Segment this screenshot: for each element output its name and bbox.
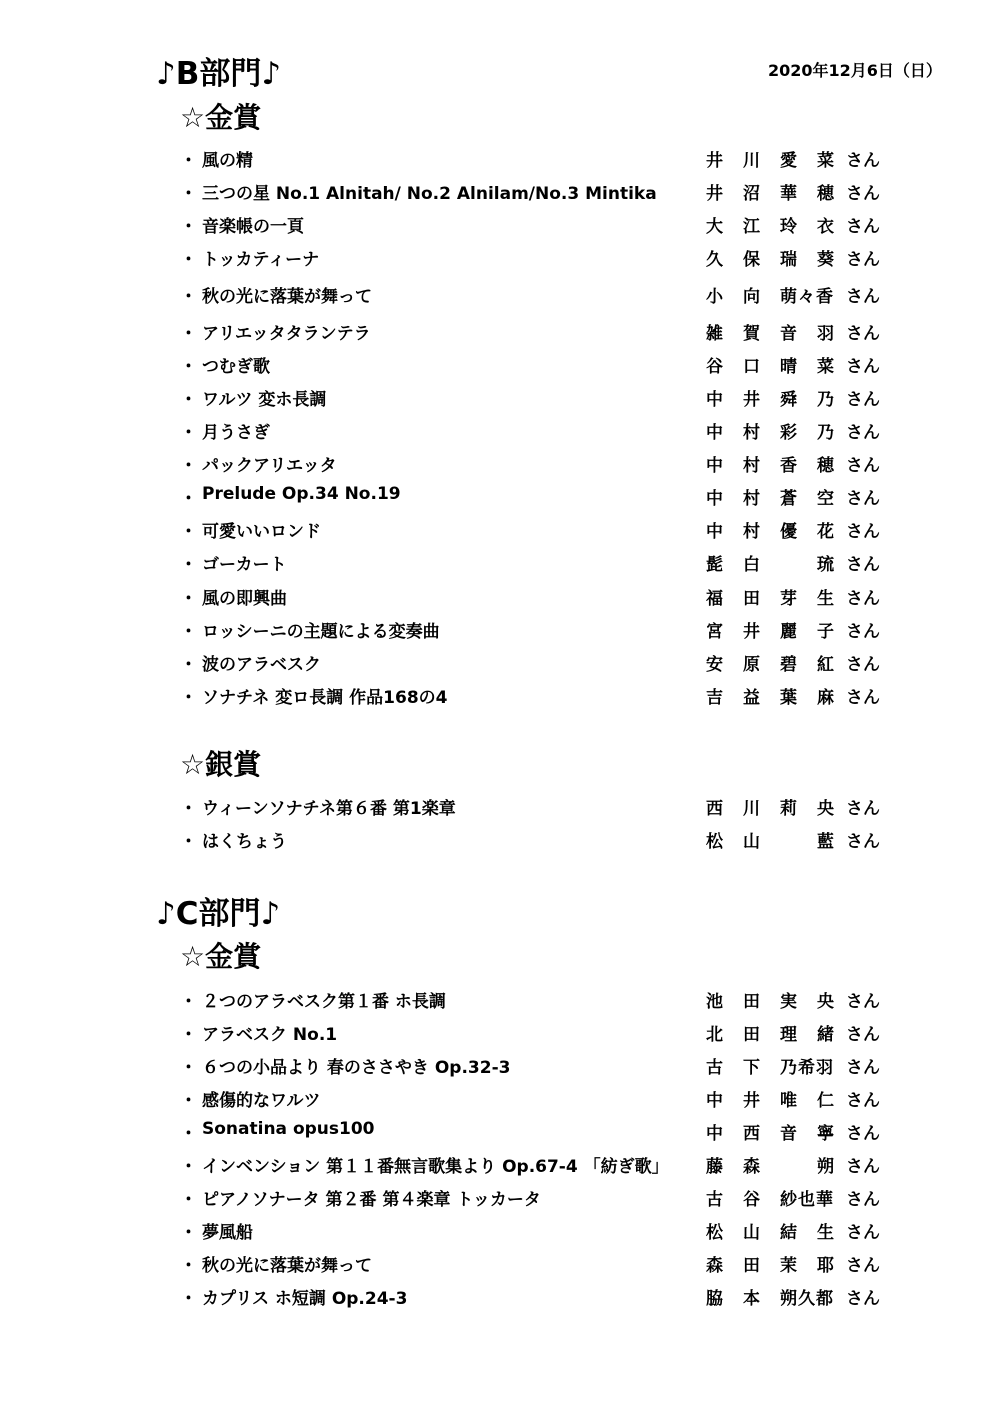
name-char: 萌々香 xyxy=(780,287,834,307)
name-char: 本 xyxy=(743,1289,760,1309)
piece-title: 月うさぎ xyxy=(202,423,270,443)
bullet-mark: ・ xyxy=(180,324,197,344)
honorific: さん xyxy=(846,1157,880,1177)
name-char: 田 xyxy=(743,589,760,609)
name-char: 古 xyxy=(706,1058,723,1078)
piece-title: 波のアラベスク xyxy=(202,655,321,675)
piece-title: 感傷的なワルツ xyxy=(202,1091,321,1111)
bullet-mark: ・ xyxy=(180,1289,197,1309)
bullet-mark: ・ xyxy=(180,688,197,708)
list-item xyxy=(180,617,900,643)
name-char: 茉 xyxy=(780,1256,797,1276)
name-char: 彩 xyxy=(780,423,797,443)
name-char: 中 xyxy=(706,1124,723,1144)
name-char: 藤 xyxy=(706,1157,723,1177)
honorific: さん xyxy=(846,1289,880,1309)
name-char: 莉 xyxy=(780,799,797,819)
name-char: 蒼 xyxy=(780,489,797,509)
name-char: 中 xyxy=(706,456,723,476)
name-char: 琉 xyxy=(817,555,834,575)
piece-title: ゴーカート xyxy=(202,555,287,575)
piece-title: ワルツ 変ホ長調 xyxy=(202,390,327,410)
name-char: 大 xyxy=(706,217,723,237)
list-item xyxy=(180,827,900,853)
list-item xyxy=(180,1086,900,1112)
name-char: 川 xyxy=(743,151,760,171)
name-char: 華 xyxy=(780,184,797,204)
name-char: 古 xyxy=(706,1190,723,1210)
honorific: さん xyxy=(846,992,880,1012)
bullet-mark: ・ xyxy=(180,655,197,675)
name-char: 藍 xyxy=(817,832,834,852)
name-char: 中 xyxy=(706,522,723,542)
award-heading: ☆金賞 xyxy=(180,940,262,973)
bullet-mark: ・ xyxy=(180,151,197,171)
name-char: 仁 xyxy=(817,1091,834,1111)
name-char: 理 xyxy=(780,1025,797,1045)
name-char: 賀 xyxy=(743,324,760,344)
list-item xyxy=(180,385,900,411)
honorific: さん xyxy=(846,522,880,542)
name-char: 谷 xyxy=(743,1190,760,1210)
name-char: 沼 xyxy=(743,184,760,204)
list-item xyxy=(180,683,900,709)
name-char: 空 xyxy=(817,489,834,509)
name-char: 中 xyxy=(706,1091,723,1111)
piece-title: アラベスク No.1 xyxy=(202,1025,338,1045)
name-char: 江 xyxy=(743,217,760,237)
list-item xyxy=(180,484,900,510)
piece-title: カプリス ホ短調 Op.24-3 xyxy=(202,1289,408,1309)
bullet-mark: ・ xyxy=(180,456,197,476)
honorific: さん xyxy=(846,1256,880,1276)
honorific: さん xyxy=(846,489,880,509)
honorific: さん xyxy=(846,655,880,675)
name-char: 川 xyxy=(743,799,760,819)
honorific: さん xyxy=(846,1058,880,1078)
piece-title: ロッシーニの主題による変奏曲 xyxy=(202,622,440,642)
name-char: 田 xyxy=(743,1256,760,1276)
honorific: さん xyxy=(846,555,880,575)
bullet-mark: ・ xyxy=(180,357,197,377)
name-char: 池 xyxy=(706,992,723,1012)
list-item xyxy=(180,794,900,820)
name-char: 麗 xyxy=(780,622,797,642)
name-char: 芽 xyxy=(780,589,797,609)
honorific: さん xyxy=(846,1025,880,1045)
bullet-mark: ・ xyxy=(180,832,197,852)
piece-title: パックアリエッタ xyxy=(202,456,337,476)
name-char: 田 xyxy=(743,1025,760,1045)
name-char: 優 xyxy=(780,522,797,542)
name-char: 中 xyxy=(706,423,723,443)
name-char: 井 xyxy=(743,622,760,642)
name-char: 下 xyxy=(743,1058,760,1078)
list-item xyxy=(180,1284,900,1310)
honorific: さん xyxy=(846,287,880,307)
bullet-mark: ・ xyxy=(180,1091,197,1111)
bullet-mark: ・ xyxy=(180,799,197,819)
name-char: 衣 xyxy=(817,217,834,237)
list-item xyxy=(180,245,900,271)
list-item xyxy=(180,146,900,172)
name-char: 森 xyxy=(743,1157,760,1177)
name-char: 朔 xyxy=(817,1157,834,1177)
name-char: 谷 xyxy=(706,357,723,377)
name-char: 福 xyxy=(706,589,723,609)
piece-title: ソナチネ 変ロ長調 作品168の4 xyxy=(202,688,448,708)
honorific: さん xyxy=(846,250,880,270)
bullet-mark: ・ xyxy=(180,423,197,443)
name-char: 向 xyxy=(743,287,760,307)
honorific: さん xyxy=(846,688,880,708)
name-char: 宮 xyxy=(706,622,723,642)
piece-title: 秋の光に落葉が舞って xyxy=(202,1256,372,1276)
name-char: 脇 xyxy=(706,1289,723,1309)
bullet-mark: ・ xyxy=(180,184,197,204)
name-char: 菜 xyxy=(817,357,834,377)
honorific: さん xyxy=(846,390,880,410)
name-char: 音 xyxy=(780,1124,797,1144)
name-char: 原 xyxy=(743,655,760,675)
bullet-mark: ・ xyxy=(180,622,197,642)
honorific: さん xyxy=(846,151,880,171)
piece-title: トッカティーナ xyxy=(202,250,320,270)
name-char: 乃 xyxy=(817,423,834,443)
name-char: 穂 xyxy=(817,456,834,476)
name-char: 生 xyxy=(817,1223,834,1243)
name-char: 玲 xyxy=(780,217,797,237)
bullet-mark: ・ xyxy=(180,555,197,575)
bullet-mark: ・ xyxy=(180,589,197,609)
name-char: 碧 xyxy=(780,655,797,675)
name-char: 乃 xyxy=(817,390,834,410)
piece-title: 風の精 xyxy=(202,151,253,171)
list-item xyxy=(180,451,900,477)
name-char: 松 xyxy=(706,1223,723,1243)
bullet-mark: ・ xyxy=(180,1223,197,1243)
award-heading: ☆金賞 xyxy=(180,101,262,134)
name-char: 安 xyxy=(706,655,723,675)
division-title: ♪C部門♪ xyxy=(156,896,281,932)
honorific: さん xyxy=(846,1124,880,1144)
name-char: 髭 xyxy=(706,555,723,575)
name-char: 口 xyxy=(743,357,760,377)
list-item xyxy=(180,179,900,205)
name-char: 雑 xyxy=(706,324,723,344)
honorific: さん xyxy=(846,799,880,819)
name-char: 村 xyxy=(743,522,760,542)
list-item xyxy=(180,517,900,543)
name-char: 紅 xyxy=(817,655,834,675)
name-char: 麻 xyxy=(817,688,834,708)
piece-title: 秋の光に落葉が舞って xyxy=(202,287,372,307)
honorific: さん xyxy=(846,357,880,377)
name-char: 森 xyxy=(706,1256,723,1276)
name-char: 井 xyxy=(743,1091,760,1111)
name-char: 小 xyxy=(706,287,723,307)
name-char: 益 xyxy=(743,688,760,708)
list-item xyxy=(180,1152,900,1178)
name-char: 松 xyxy=(706,832,723,852)
name-char: 村 xyxy=(743,456,760,476)
list-item xyxy=(180,212,900,238)
list-item xyxy=(180,650,900,676)
name-char: 愛 xyxy=(780,151,797,171)
honorific: さん xyxy=(846,1091,880,1111)
list-item xyxy=(180,1119,900,1145)
piece-title: ６つの小品より 春のささやき Op.32-3 xyxy=(202,1058,511,1078)
name-char: 井 xyxy=(706,184,723,204)
bullet-mark: ・ xyxy=(180,1025,197,1045)
list-item xyxy=(180,550,900,576)
name-char: 山 xyxy=(743,1223,760,1243)
name-char: 香 xyxy=(780,456,797,476)
name-char: 生 xyxy=(817,589,834,609)
piece-title: 三つの星 No.1 Alnitah/ No.2 Alnilam/No.3 Mintika xyxy=(202,184,657,204)
name-char: 晴 xyxy=(780,357,797,377)
name-char: 寧 xyxy=(817,1124,834,1144)
bullet-mark: ・ xyxy=(180,522,197,542)
piece-title: ウィーンソナチネ第６番 第1楽章 xyxy=(202,799,456,819)
name-char: 葵 xyxy=(817,250,834,270)
event-date: 2020年12月6日（日） xyxy=(768,61,942,80)
honorific: さん xyxy=(846,423,880,443)
honorific: さん xyxy=(846,324,880,344)
list-item xyxy=(180,1251,900,1277)
name-char: 田 xyxy=(743,992,760,1012)
name-char: 村 xyxy=(743,489,760,509)
name-char: 央 xyxy=(817,799,834,819)
name-char: 西 xyxy=(743,1124,760,1144)
name-char: 山 xyxy=(743,832,760,852)
name-char: 村 xyxy=(743,423,760,443)
award-heading: ☆銀賞 xyxy=(180,748,262,781)
name-char: 緒 xyxy=(817,1025,834,1045)
name-char: 久 xyxy=(706,250,723,270)
name-char: 北 xyxy=(706,1025,723,1045)
list-item xyxy=(180,1218,900,1244)
bullet-mark: ・ xyxy=(180,992,197,1012)
name-char: 瑞 xyxy=(780,250,797,270)
name-char: 舜 xyxy=(780,390,797,410)
name-char: 西 xyxy=(706,799,723,819)
list-item xyxy=(180,418,900,444)
name-char: 花 xyxy=(817,522,834,542)
name-char: 井 xyxy=(706,151,723,171)
bullet-mark: ・ xyxy=(180,1157,197,1177)
list-item xyxy=(180,987,900,1013)
division-title: ♪B部門♪ xyxy=(156,56,282,92)
honorific: さん xyxy=(846,832,880,852)
list-item xyxy=(180,1020,900,1046)
name-char: 実 xyxy=(780,992,797,1012)
piece-title: インベンション 第１１番無言歌集より Op.67-4 「紡ぎ歌」 xyxy=(202,1157,669,1177)
bullet-mark: ・ xyxy=(180,1124,197,1144)
piece-title: 可愛いいロンド xyxy=(202,522,321,542)
name-char: 唯 xyxy=(780,1091,797,1111)
list-item xyxy=(180,1053,900,1079)
name-char: 子 xyxy=(817,622,834,642)
bullet-mark: ・ xyxy=(180,1058,197,1078)
piece-title: ピアノソナータ 第２番 第４楽章 トッカータ xyxy=(202,1190,541,1210)
list-item xyxy=(180,282,900,308)
name-char: 乃希羽 xyxy=(780,1058,834,1078)
name-char: 耶 xyxy=(817,1256,834,1276)
piece-title: 音楽帳の一頁 xyxy=(202,217,304,237)
honorific: さん xyxy=(846,1223,880,1243)
name-char: 葉 xyxy=(780,688,797,708)
bullet-mark: ・ xyxy=(180,287,197,307)
piece-title: Sonatina opus100 xyxy=(202,1119,375,1139)
name-char: 白 xyxy=(743,555,760,575)
piece-title: Prelude Op.34 No.19 xyxy=(202,484,401,504)
name-char: 朔久都 xyxy=(780,1289,834,1309)
bullet-mark: ・ xyxy=(180,489,197,509)
honorific: さん xyxy=(846,589,880,609)
piece-title: はくちょう xyxy=(202,832,287,852)
name-char: 羽 xyxy=(817,324,834,344)
list-item xyxy=(180,352,900,378)
name-char: 井 xyxy=(743,390,760,410)
list-item xyxy=(180,1185,900,1211)
piece-title: 風の即興曲 xyxy=(202,589,287,609)
name-char: 音 xyxy=(780,324,797,344)
piece-title: つむぎ歌 xyxy=(202,357,270,377)
name-char: 吉 xyxy=(706,688,723,708)
name-char: 穂 xyxy=(817,184,834,204)
honorific: さん xyxy=(846,184,880,204)
bullet-mark: ・ xyxy=(180,250,197,270)
piece-title: アリエッタタランテラ xyxy=(202,324,371,344)
honorific: さん xyxy=(846,456,880,476)
list-item xyxy=(180,584,900,610)
honorific: さん xyxy=(846,217,880,237)
name-char: 中 xyxy=(706,390,723,410)
name-char: 紗也華 xyxy=(780,1190,834,1210)
name-char: 結 xyxy=(780,1223,797,1243)
bullet-mark: ・ xyxy=(180,217,197,237)
piece-title: 夢風船 xyxy=(202,1223,253,1243)
bullet-mark: ・ xyxy=(180,390,197,410)
piece-title: ２つのアラベスク第１番 ホ長調 xyxy=(202,992,446,1012)
honorific: さん xyxy=(846,1190,880,1210)
bullet-mark: ・ xyxy=(180,1190,197,1210)
honorific: さん xyxy=(846,622,880,642)
name-char: 央 xyxy=(817,992,834,1012)
list-item xyxy=(180,319,900,345)
name-char: 保 xyxy=(743,250,760,270)
bullet-mark: ・ xyxy=(180,1256,197,1276)
name-char: 菜 xyxy=(817,151,834,171)
name-char: 中 xyxy=(706,489,723,509)
